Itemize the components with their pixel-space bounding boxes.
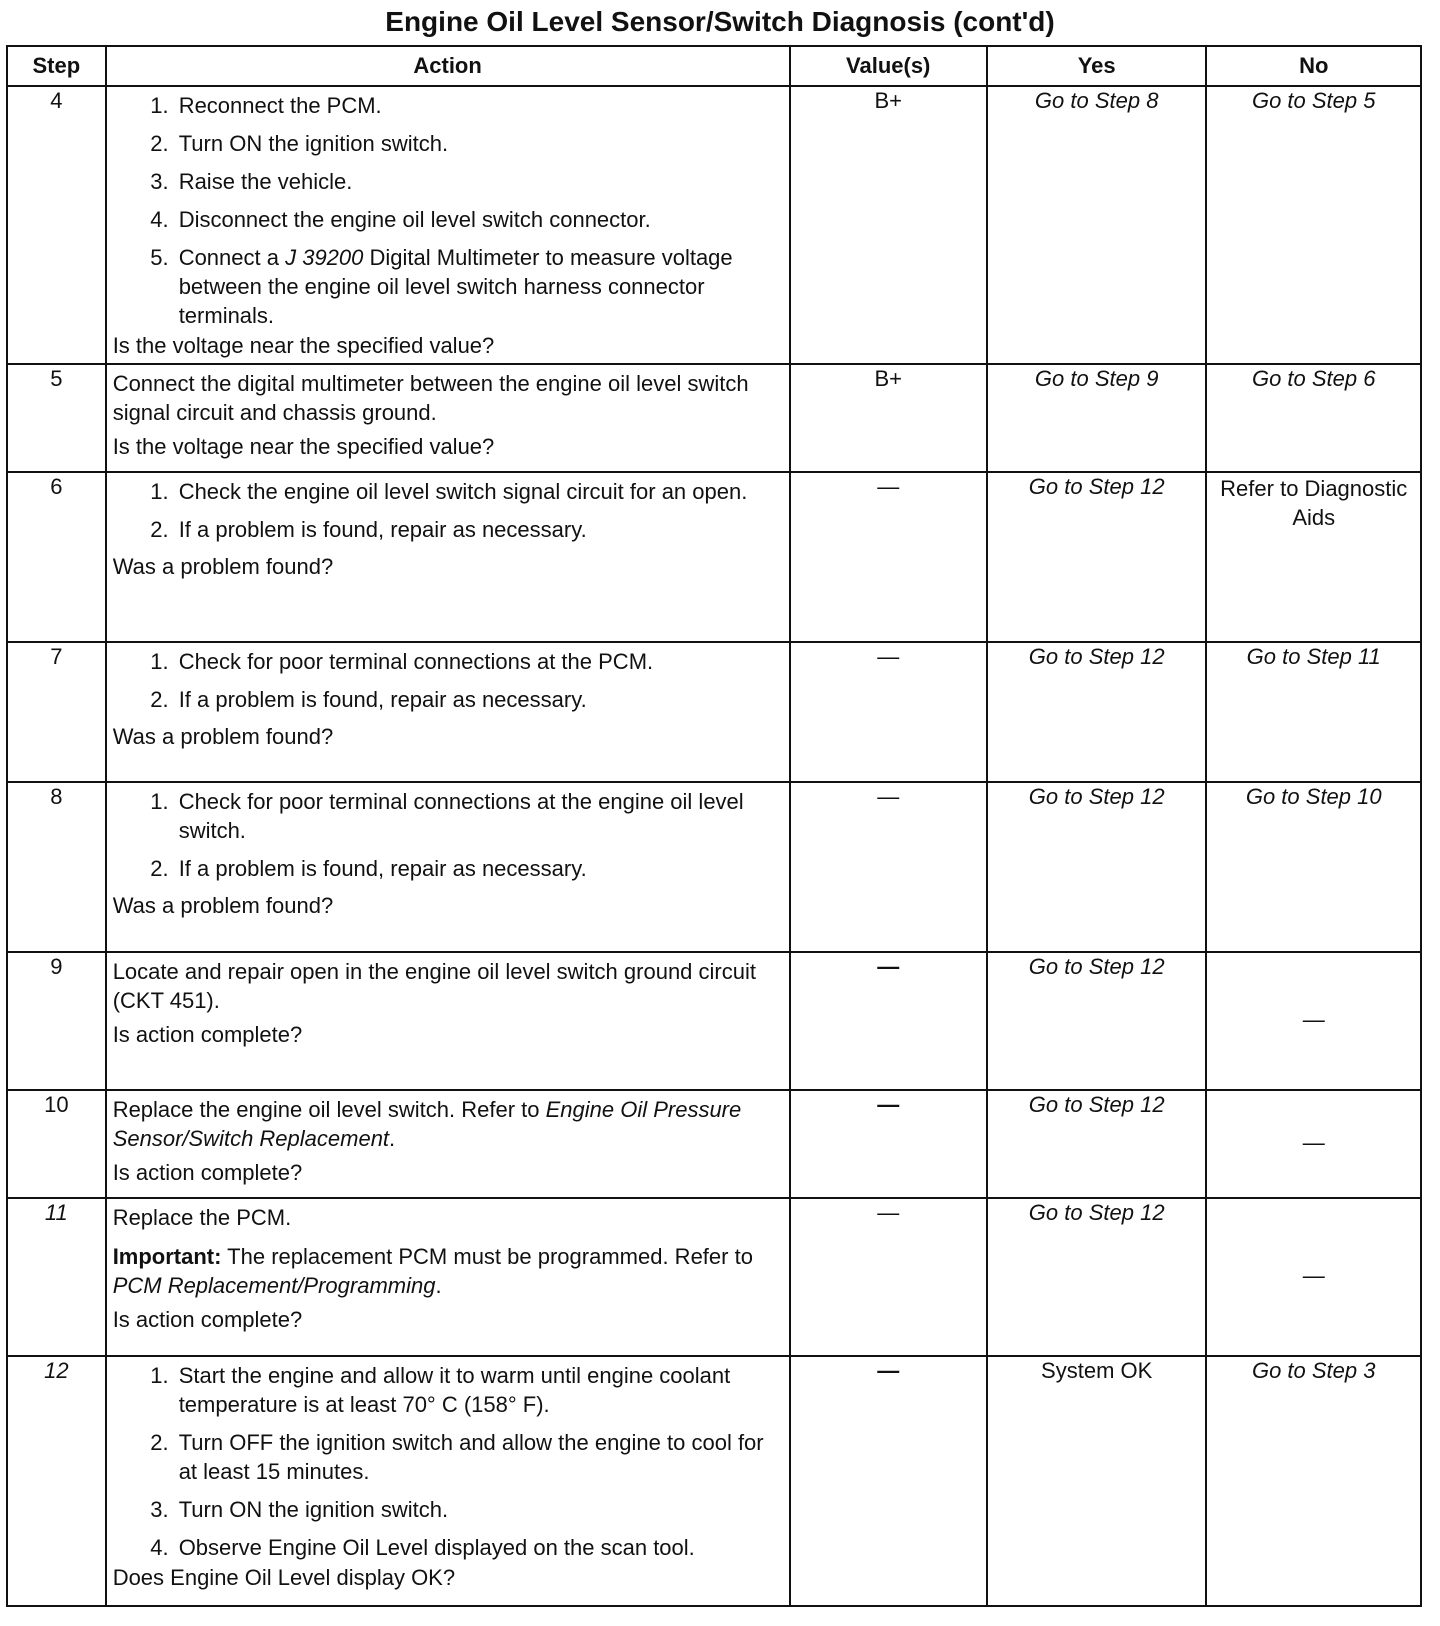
- action-cell: [106, 952, 790, 1090]
- action-item: 1. Check the engine oil level switch signal circuit for an open.: [175, 477, 781, 506]
- action-item: 3. Turn ON the ignition switch.: [175, 1495, 781, 1524]
- no-cell: Go to Step 11: [1206, 642, 1421, 782]
- yes-cell: Go to Step 9: [987, 364, 1207, 472]
- action-cell: [106, 1090, 790, 1198]
- tool-reference: J 39200: [285, 245, 364, 270]
- yes-cell: Go to Step 12: [987, 1198, 1207, 1356]
- yes-cell: Go to Step 8: [987, 86, 1207, 364]
- no-cell: Refer to Diagnostic Aids: [1206, 472, 1421, 642]
- doc-reference: Engine Oil Pressure Sensor/Switch Replacement: [112, 1097, 742, 1151]
- action-question: Is action complete?: [112, 1022, 303, 1047]
- action-item: 1. Check for poor terminal connections at the engine oil level switch.: [175, 787, 781, 845]
- yes-cell: Go to Step 12: [987, 952, 1207, 1090]
- action-item: 5. Connect a J 39200 Digital Multimeter to measure voltage between the engine oil level switch harness connector terminals.: [175, 243, 781, 330]
- action-item: 2. If a problem is found, repair as necessary.: [175, 515, 781, 544]
- step-number: 12: [7, 1356, 106, 1606]
- action-text: Replace the engine oil level switch. Refer to Engine Oil Pressure Sensor/Switch Replacement.: [112, 1097, 742, 1151]
- step-number: 9: [7, 952, 106, 1090]
- no-cell: Go to Step 6: [1206, 364, 1421, 472]
- step-number: 4: [7, 86, 106, 364]
- no-cell: Go to Step 5: [1206, 86, 1421, 364]
- action-question: Does Engine Oil Level display OK?: [112, 1565, 456, 1590]
- action-question: Was a problem found?: [112, 893, 334, 918]
- action-item: 3. Raise the vehicle.: [175, 167, 781, 196]
- action-question: Is action complete?: [112, 1160, 303, 1185]
- table-row: [7, 1356, 1421, 1606]
- value-cell: —: [790, 1356, 987, 1606]
- action-cell: [106, 1356, 790, 1606]
- action-item: 4. Disconnect the engine oil level switch connector.: [175, 205, 781, 234]
- step-number: 6: [7, 472, 106, 642]
- yes-cell: Go to Step 12: [987, 1090, 1207, 1198]
- header-yes: Yes: [987, 46, 1207, 86]
- header-step: Step: [7, 46, 106, 86]
- header-row: [7, 46, 1421, 86]
- table-row: [7, 86, 1421, 364]
- value-cell: —: [790, 952, 987, 1090]
- table-row: [7, 952, 1421, 1090]
- step-number: 11: [7, 1198, 106, 1356]
- action-question: Is the voltage near the specified value?: [112, 434, 495, 459]
- value-cell: B+: [790, 86, 987, 364]
- value-cell: —: [790, 782, 987, 952]
- yes-cell: Go to Step 12: [987, 642, 1207, 782]
- action-item: 1. Start the engine and allow it to warm until engine coolant temperature is at least 70° C (158° F).: [175, 1361, 781, 1419]
- action-question: Is the voltage near the specified value?: [112, 333, 495, 358]
- step-number: 8: [7, 782, 106, 952]
- page-title: Engine Oil Level Sensor/Switch Diagnosis (cont'd): [385, 6, 1055, 37]
- step-number: 10: [7, 1090, 106, 1198]
- value-cell: —: [790, 1090, 987, 1198]
- action-item: 2. Turn ON the ignition switch.: [175, 129, 781, 158]
- action-item: 2. If a problem is found, repair as necessary.: [175, 685, 781, 714]
- table-row: [7, 364, 1421, 472]
- table-row: [7, 782, 1421, 952]
- action-item: 1. Check for poor terminal connections at the PCM.: [175, 647, 781, 676]
- no-cell: —: [1206, 1198, 1421, 1356]
- action-question: Was a problem found?: [112, 554, 334, 579]
- action-question: Was a problem found?: [112, 724, 334, 749]
- no-cell: —: [1206, 952, 1421, 1090]
- no-cell: Go to Step 10: [1206, 782, 1421, 952]
- header-value: Value(s): [790, 46, 987, 86]
- diagnosis-table: [6, 45, 1422, 1607]
- value-cell: —: [790, 642, 987, 782]
- action-cell: [106, 782, 790, 952]
- no-cell: Go to Step 3: [1206, 1356, 1421, 1606]
- important-label: Important:: [112, 1244, 222, 1269]
- action-item: 2. If a problem is found, repair as necessary.: [175, 854, 781, 883]
- action-cell: [106, 1198, 790, 1356]
- action-cell: [106, 642, 790, 782]
- step-number: 5: [7, 364, 106, 472]
- action-text: Connect the digital multimeter between the engine oil level switch signal circuit and chassis ground.: [112, 371, 749, 425]
- action-item: 4. Observe Engine Oil Level displayed on the scan tool.: [175, 1533, 781, 1562]
- value-cell: —: [790, 472, 987, 642]
- action-text: Replace the PCM.: [112, 1205, 292, 1230]
- table-row: [7, 1198, 1421, 1356]
- action-cell: [106, 472, 790, 642]
- table-row: [7, 472, 1421, 642]
- header-action: Action: [106, 46, 790, 86]
- yes-cell: System OK: [987, 1356, 1207, 1606]
- value-cell: —: [790, 1198, 987, 1356]
- action-item: 2. Turn OFF the ignition switch and allow the engine to cool for at least 15 minutes.: [175, 1428, 781, 1486]
- action-cell: [106, 364, 790, 472]
- table-row: [7, 642, 1421, 782]
- yes-cell: Go to Step 12: [987, 782, 1207, 952]
- action-text: Locate and repair open in the engine oil level switch ground circuit (CKT 451).: [112, 959, 756, 1013]
- value-cell: B+: [790, 364, 987, 472]
- table-row: [7, 1090, 1421, 1198]
- no-cell: —: [1206, 1090, 1421, 1198]
- header-no: No: [1206, 46, 1421, 86]
- action-cell: [106, 86, 790, 364]
- yes-cell: Go to Step 12: [987, 472, 1207, 642]
- doc-reference: PCM Replacement/Programming: [112, 1273, 436, 1298]
- action-item: 1. Reconnect the PCM.: [175, 91, 781, 120]
- important-note: Important: The replacement PCM must be programmed. Refer to PCM Replacement/Programming.: [112, 1244, 753, 1298]
- action-question: Is action complete?: [112, 1307, 303, 1332]
- step-number: 7: [7, 642, 106, 782]
